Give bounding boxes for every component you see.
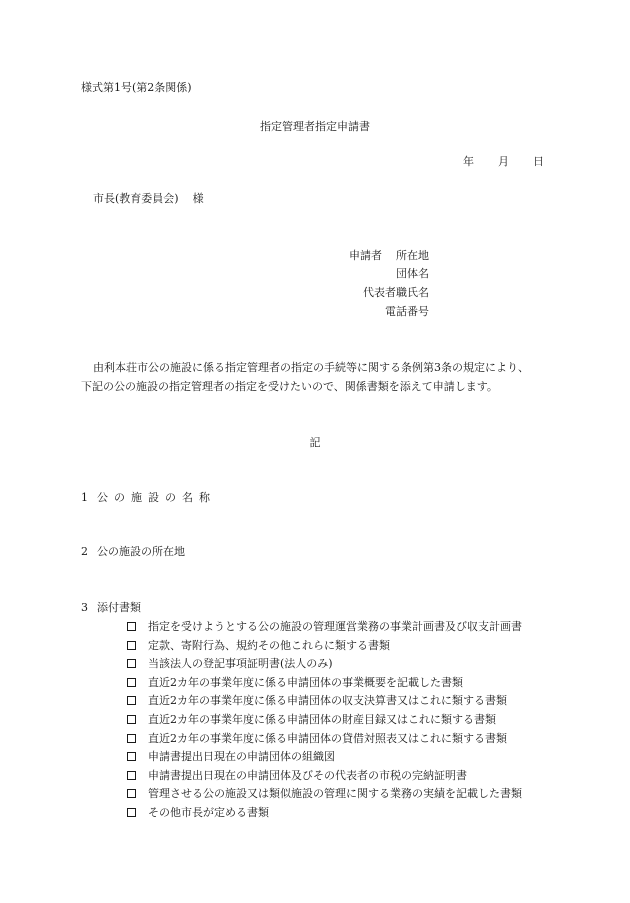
attachment-checkbox[interactable] xyxy=(127,752,136,761)
applicant-label: 申請者 xyxy=(349,249,382,262)
document-title: 指定管理者指定申請書 xyxy=(260,120,370,133)
attachment-item xyxy=(127,714,522,733)
attachment-checkbox[interactable] xyxy=(127,789,136,798)
addressee-name: 市長(教育委員会) xyxy=(93,192,179,205)
attachment-item xyxy=(127,751,522,770)
attachment-item xyxy=(127,677,522,696)
item-label: 公の施設の所在地 xyxy=(97,545,185,558)
attachment-checkbox[interactable] xyxy=(127,715,136,724)
attachment-checkbox[interactable] xyxy=(127,659,136,668)
attachment-label: 指定を受けようとする公の施設の管理運営業務の事業計画書及び収支計画書 xyxy=(148,620,522,633)
applicant-organization-row[interactable] xyxy=(396,268,429,279)
date-line xyxy=(463,156,544,167)
attachment-checkbox[interactable] xyxy=(127,771,136,780)
item-label: 公の施設の名称 xyxy=(97,491,216,504)
attachment-checklist xyxy=(127,621,522,826)
attachment-label: 直近2カ年の事業年度に係る申請団体の貸借対照表又はこれに類する書類 xyxy=(148,731,507,745)
date-year-field[interactable]: 年 xyxy=(463,155,474,168)
form-number: 様式第1号(第2条関係) xyxy=(81,81,192,94)
applicant-address-row[interactable] xyxy=(349,250,429,261)
record-heading: 記 xyxy=(309,436,321,449)
body-text-line-1: 由利本荘市公の施設に係る指定管理者の指定の手続等に関する条例第3条の規定により、 xyxy=(93,361,529,374)
applicant-representative-row[interactable] xyxy=(363,287,429,298)
attachment-item xyxy=(127,788,522,807)
item-attachments xyxy=(81,602,141,613)
item-label: 添付書類 xyxy=(97,601,141,614)
attachment-item xyxy=(127,640,522,659)
addressee xyxy=(93,193,204,204)
item-facility-name xyxy=(81,492,216,503)
attachment-checkbox[interactable] xyxy=(127,808,136,817)
attachment-checkbox[interactable] xyxy=(127,678,136,687)
item-number: 3 xyxy=(81,601,88,614)
attachment-label: 定款、寄附行為、規約その他これらに類する書類 xyxy=(148,638,390,652)
date-day-field[interactable]: 日 xyxy=(533,155,544,168)
attachment-label: その他市長が定める書類 xyxy=(148,805,269,819)
applicant-organization-label: 団体名 xyxy=(396,267,429,280)
attachment-label: 申請書提出日現在の申請団体の組織図 xyxy=(148,750,335,764)
attachment-item xyxy=(127,770,522,789)
applicant-address-label: 所在地 xyxy=(396,249,429,262)
attachment-checkbox[interactable] xyxy=(127,696,136,705)
attachment-item xyxy=(127,695,522,714)
attachment-item xyxy=(127,621,522,640)
attachment-label: 直近2カ年の事業年度に係る申請団体の事業概要を記載した書類 xyxy=(148,675,463,689)
attachment-label: 管理させる公の施設又は類似施設の管理に関する業務の実績を記載した書類 xyxy=(148,787,522,801)
attachment-item xyxy=(127,807,522,826)
addressee-honorific: 様 xyxy=(192,192,204,205)
attachment-checkbox[interactable] xyxy=(127,622,136,631)
attachment-label: 当該法人の登記事項証明書(法人のみ) xyxy=(148,657,333,671)
applicant-phone-label: 電話番号 xyxy=(385,305,429,318)
item-number: 1 xyxy=(81,491,88,504)
body-text-line-2: 下記の公の施設の指定管理者の指定を受けたいので、関係書類を添えて申請します。 xyxy=(81,380,498,393)
attachment-label: 直近2カ年の事業年度に係る申請団体の財産目録又はこれに類する書類 xyxy=(148,712,496,726)
attachment-checkbox[interactable] xyxy=(127,641,136,650)
item-facility-location xyxy=(81,546,185,557)
applicant-phone-row[interactable] xyxy=(385,306,429,317)
attachment-label: 直近2カ年の事業年度に係る申請団体の収支決算書又はこれに類する書類 xyxy=(148,694,507,708)
date-month-field[interactable]: 月 xyxy=(498,155,509,168)
applicant-representative-label: 代表者職氏名 xyxy=(363,286,429,299)
item-number: 2 xyxy=(81,545,88,558)
attachment-label: 申請書提出日現在の申請団体及びその代表者の市税の完納証明書 xyxy=(148,768,467,782)
attachment-checkbox[interactable] xyxy=(127,734,136,743)
attachment-item xyxy=(127,733,522,752)
attachment-item xyxy=(127,658,522,677)
